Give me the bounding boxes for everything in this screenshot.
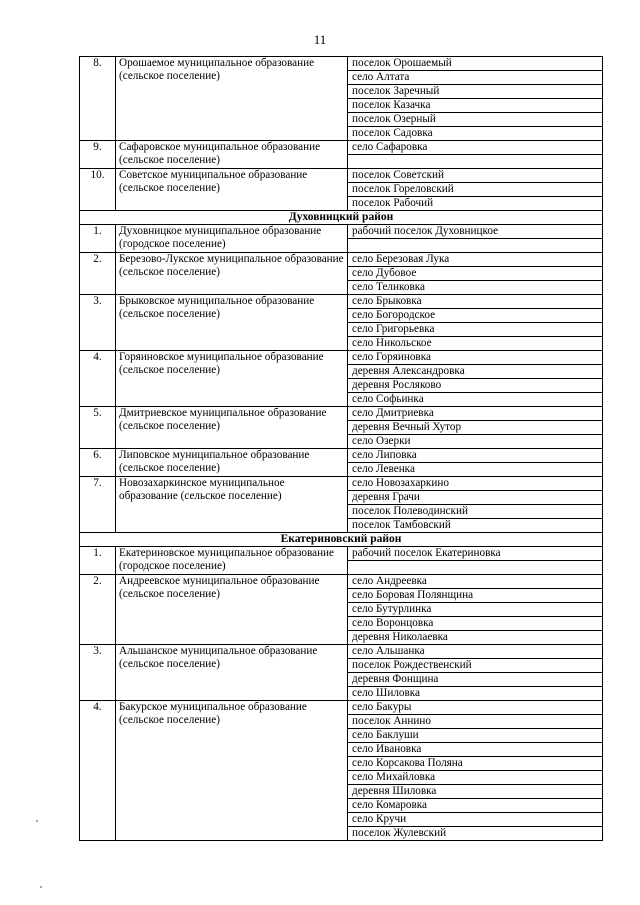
settlement-name: рабочий поселок Духовницкое xyxy=(348,225,603,239)
settlement-name: деревня Грачи xyxy=(348,491,603,505)
table-row xyxy=(80,547,603,561)
municipality-name: Березово-Лукское муниципальное образование (сельское поселение) xyxy=(116,253,348,295)
settlement-name: село Сафаровка xyxy=(348,141,603,155)
settlement-name: село Левенка xyxy=(348,463,603,477)
settlement-name: село Андреевка xyxy=(348,575,603,589)
settlement-name: село Брыковка xyxy=(348,295,603,309)
settlement-name: село Горяиновка xyxy=(348,351,603,365)
settlement-name: село Корсакова Поляна xyxy=(348,757,603,771)
municipality-name: Духовницкое муниципальное образование (городское поселение) xyxy=(116,225,348,253)
settlement-name: село Григорьевка xyxy=(348,323,603,337)
settlement-name: село Комаровка xyxy=(348,799,603,813)
settlement-name: поселок Озерный xyxy=(348,113,603,127)
municipality-name: Брыковское муниципальное образование (сельское поселение) xyxy=(116,295,348,351)
municipal-table xyxy=(79,56,603,841)
settlement-name: село Липовка xyxy=(348,449,603,463)
table-row xyxy=(80,449,603,463)
entry-number: 4. xyxy=(80,351,116,407)
settlement-name: поселок Тамбовский xyxy=(348,519,603,533)
settlement-name: село Березовая Лука xyxy=(348,253,603,267)
settlement-name: поселок Полеводинский xyxy=(348,505,603,519)
settlement-name: поселок Советский xyxy=(348,169,603,183)
table-row xyxy=(80,645,603,659)
settlement-name: деревня Николаевка xyxy=(348,631,603,645)
municipality-name: Сафаровское муниципальное образование (сельское поселение) xyxy=(116,141,348,169)
municipality-name: Новозахаркинское муниципальное образование (сельское поселение) xyxy=(116,477,348,533)
district-header-row xyxy=(80,533,603,547)
table-row xyxy=(80,477,603,491)
settlement-name: деревня Росляково xyxy=(348,379,603,393)
settlement-name: поселок Рождественский xyxy=(348,659,603,673)
settlement-name: село Боровая Полянщина xyxy=(348,589,603,603)
settlement-name: поселок Рабочий xyxy=(348,197,603,211)
entry-number: 1. xyxy=(80,225,116,253)
settlement-name: село Софьинка xyxy=(348,393,603,407)
table-row xyxy=(80,295,603,309)
entry-number: 5. xyxy=(80,407,116,449)
settlement-name: поселок Гореловский xyxy=(348,183,603,197)
scan-speck xyxy=(36,820,38,822)
settlement-name: село Бакуры xyxy=(348,701,603,715)
settlement-name: деревня Фонщина xyxy=(348,673,603,687)
entry-number: 3. xyxy=(80,295,116,351)
table-row xyxy=(80,225,603,239)
municipality-name: Советское муниципальное образование (сельское поселение) xyxy=(116,169,348,211)
table-row xyxy=(80,141,603,155)
entry-number: 9. xyxy=(80,141,116,169)
settlement-name: рабочий поселок Екатериновка xyxy=(348,547,603,561)
table-row xyxy=(80,57,603,71)
settlement-name: деревня Шиловка xyxy=(348,785,603,799)
entry-number: 3. xyxy=(80,645,116,701)
settlement-name: село Теликовка xyxy=(348,281,603,295)
municipality-name: Бакурское муниципальное образование (сельское поселение) xyxy=(116,701,348,841)
municipality-name: Горяиновское муниципальное образование (сельское поселение) xyxy=(116,351,348,407)
settlement-name: село Шиловка xyxy=(348,687,603,701)
district-name: Духовницкий район xyxy=(80,211,603,225)
municipality-name: Дмитриевское муниципальное образование (сельское поселение) xyxy=(116,407,348,449)
settlement-name: село Бутурлинка xyxy=(348,603,603,617)
scan-speck xyxy=(40,886,42,888)
entry-number: 1. xyxy=(80,547,116,575)
entry-number: 4. xyxy=(80,701,116,841)
settlement-name: деревня Александровка xyxy=(348,365,603,379)
table-row xyxy=(80,575,603,589)
settlement-name: поселок Садовка xyxy=(348,127,603,141)
settlement-name xyxy=(348,561,603,575)
municipality-name: Липовское муниципальное образование (сельское поселение) xyxy=(116,449,348,477)
table-row xyxy=(80,351,603,365)
table-row xyxy=(80,253,603,267)
settlement-name: село Алтата xyxy=(348,71,603,85)
municipality-name: Орошаемое муниципальное образование (сельское поселение) xyxy=(116,57,348,141)
settlement-name: село Михайловка xyxy=(348,771,603,785)
entry-number: 7. xyxy=(80,477,116,533)
settlement-name: село Кручи xyxy=(348,813,603,827)
district-header-row xyxy=(80,211,603,225)
settlement-name: село Дубовое xyxy=(348,267,603,281)
settlement-name: деревня Вечный Хутор xyxy=(348,421,603,435)
settlement-name: поселок Заречный xyxy=(348,85,603,99)
municipality-name: Альшанское муниципальное образование (сельское поселение) xyxy=(116,645,348,701)
entry-number: 8. xyxy=(80,57,116,141)
municipality-name: Екатериновское муниципальное образование (городское поселение) xyxy=(116,547,348,575)
settlement-name: село Воронцовка xyxy=(348,617,603,631)
settlement-name: село Ивановка xyxy=(348,743,603,757)
table-row xyxy=(80,407,603,421)
district-name: Екатериновский район xyxy=(80,533,603,547)
settlement-name: село Озерки xyxy=(348,435,603,449)
settlement-name: поселок Орошаемый xyxy=(348,57,603,71)
entry-number: 2. xyxy=(80,575,116,645)
settlement-name: поселок Жулевский xyxy=(348,827,603,841)
page-number: 11 xyxy=(313,32,327,47)
entry-number: 6. xyxy=(80,449,116,477)
table-row xyxy=(80,169,603,183)
settlement-name: поселок Аннино xyxy=(348,715,603,729)
settlement-name xyxy=(348,239,603,253)
settlement-name: село Баклуши xyxy=(348,729,603,743)
settlement-name xyxy=(348,155,603,169)
table-row xyxy=(80,701,603,715)
settlement-name: село Альшанка xyxy=(348,645,603,659)
municipality-name: Андреевское муниципальное образование (сельское поселение) xyxy=(116,575,348,645)
settlement-name: поселок Казачка xyxy=(348,99,603,113)
settlement-name: село Дмитриевка xyxy=(348,407,603,421)
settlement-name: село Богородское xyxy=(348,309,603,323)
entry-number: 10. xyxy=(80,169,116,211)
settlement-name: село Новозахаркино xyxy=(348,477,603,491)
entry-number: 2. xyxy=(80,253,116,295)
settlement-name: село Никольское xyxy=(348,337,603,351)
